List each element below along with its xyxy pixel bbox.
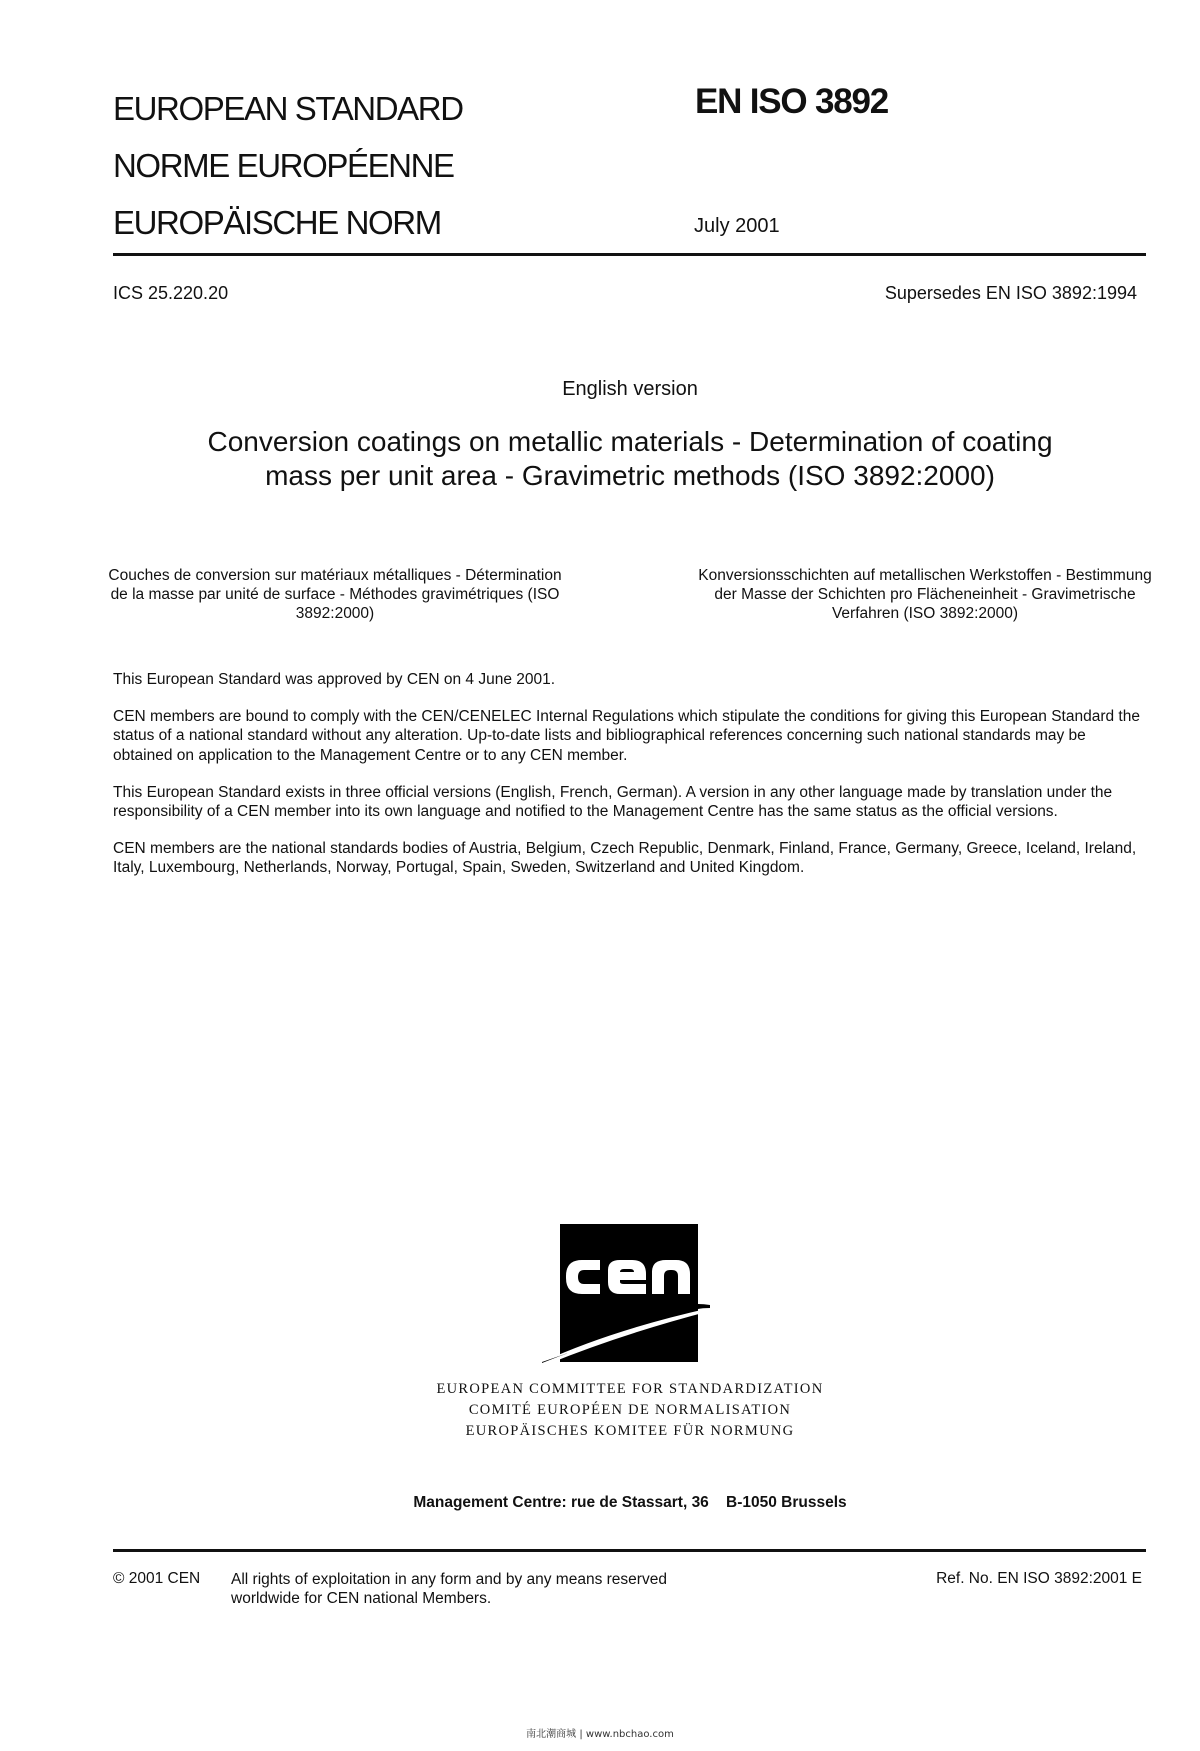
committee-names bbox=[420, 1379, 840, 1442]
title-fr: NORME EUROPÉENNE bbox=[113, 147, 454, 184]
german-title: Konversionsschichten auf metallischen Werkstoffen - Bestimmung der Masse der Schichten pro Flächeneinheit - Gravimetrische Verfahren (ISO 3892:2000) bbox=[698, 567, 1152, 622]
watermark-text: 南北潮商城 | www.nbchao.com bbox=[526, 1729, 674, 1740]
publication-date: July 2001 bbox=[694, 215, 780, 237]
title-de: EUROPÄISCHE NORM bbox=[113, 204, 441, 241]
approval-paragraph: This European Standard was approved by CEN on 4 June 2001. bbox=[113, 671, 556, 688]
document-title: Conversion coatings on metallic materials - Determination of coating mass per unit area - Gravimetric methods (ISO 3892:2000) bbox=[207, 426, 1053, 491]
copyright-notice: © 2001 CEN bbox=[113, 1570, 201, 1587]
supersedes-note: Supersedes EN ISO 3892:1994 bbox=[884, 283, 1137, 303]
version-label: English version bbox=[562, 378, 698, 400]
french-title: Couches de conversion sur matériaux métalliques - Détermination de la masse par unité de surface - Méthodes gravimétriques (ISO 3892:2000) bbox=[108, 567, 562, 622]
members-paragraph: CEN members are the national standards bodies of Austria, Belgium, Czech Republic, Denmark, Finland, France, Germany, Greece, Iceland, Ireland, Italy, Luxembourg, Netherlands, Norway, Portugal, Spain, Sweden, Switzerland and United Kingdom. bbox=[113, 840, 1137, 877]
rights-statement bbox=[231, 1570, 667, 1608]
committee-name-fr: COMITÉ EUROPÉEN DE NORMALISATION bbox=[468, 1402, 792, 1418]
standard-number: EN ISO 3892 bbox=[695, 82, 889, 121]
cen-swoosh-icon bbox=[542, 1300, 712, 1370]
committee-name-de: EUROPÄISCHES KOMITEE FÜR NORMUNG bbox=[465, 1423, 795, 1439]
versions-paragraph: This European Standard exists in three official versions (English, French, German). A version in any other language made by translation under the responsibility of a CEN member into its own language and notified to the Management Centre has the same status as the official versions. bbox=[113, 783, 1113, 821]
title-en: EUROPEAN STANDARD bbox=[113, 90, 463, 127]
ics-code: ICS 25.220.20 bbox=[113, 283, 229, 303]
header-divider bbox=[113, 253, 1146, 256]
compliance-paragraph: CEN members are bound to comply with the CEN/CENELEC Internal Regulations which stipulate the conditions for giving this European Standard the status of a national standard without any alteration. Up-to-date lists and bibliographical references concerning such national standards may be obtained on application to the Management Centre or to any CEN member. bbox=[113, 708, 1140, 764]
committee-name-en: EUROPEAN COMMITTEE FOR STANDARDIZATION bbox=[436, 1381, 824, 1397]
rights-line-1: All rights of exploitation in any form and by any means reserved bbox=[231, 1571, 667, 1588]
body-text bbox=[113, 670, 1143, 896]
footer-divider bbox=[113, 1549, 1146, 1552]
standard-type-titles bbox=[113, 80, 463, 251]
rights-line-2: worldwide for CEN national Members. bbox=[231, 1590, 492, 1607]
management-centre-address: Management Centre: rue de Stassart, 36 B-1050 Brussels bbox=[413, 1494, 847, 1511]
reference-number: Ref. No. EN ISO 3892:2001 E bbox=[936, 1570, 1142, 1587]
